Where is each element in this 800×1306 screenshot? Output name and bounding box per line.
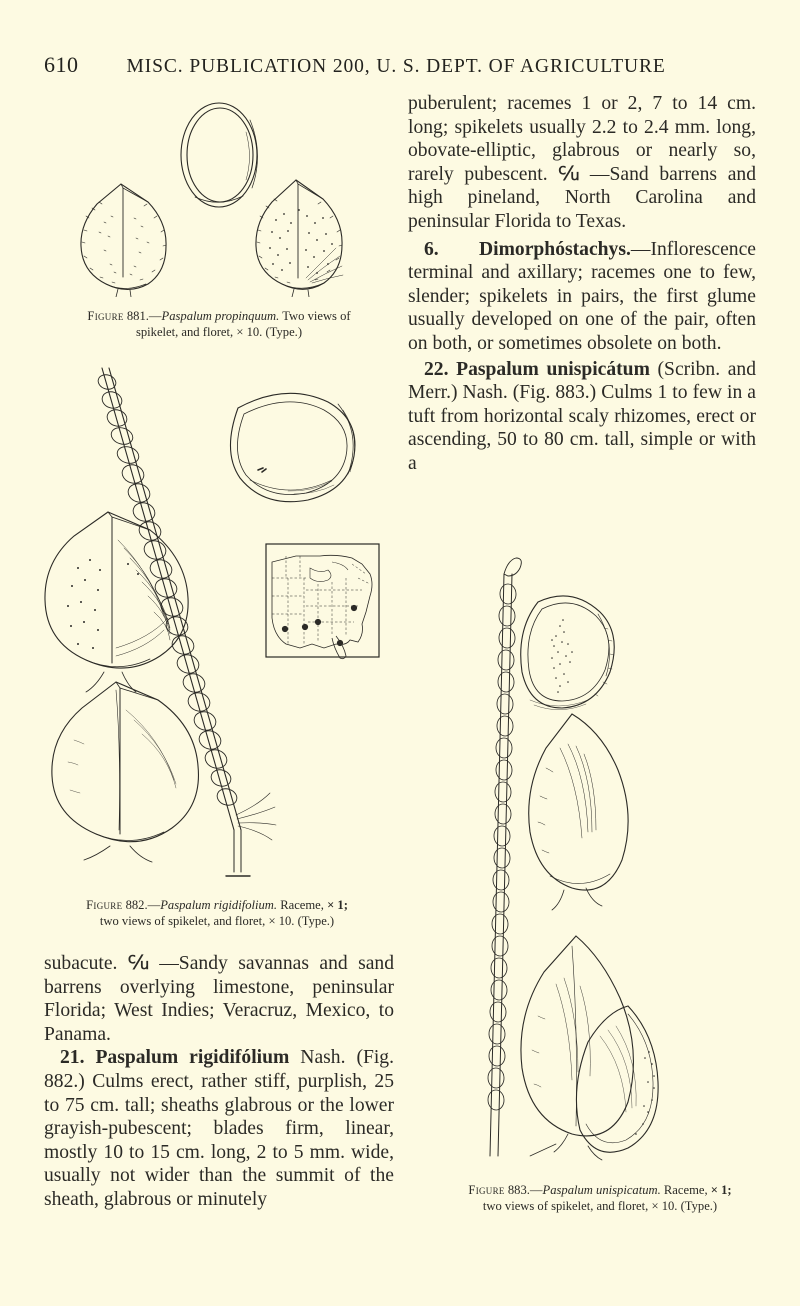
species-21-text: (Fig. 882.) Culms erect, rather stiff, purplish, 25 to 75 cm. tall; sheaths glabrous or the lower grayish-pubescent; blades firm, linear, mostly 10 to 15 cm. long, 2 to 5 mm. wide, usually not wider than the summit of the sheath, glabrous or minutely	[44, 1047, 394, 1210]
spikelet-view-1	[45, 512, 188, 692]
paragraph-subacute: subacute. ℆ —Sandy savannas and sand barrens overlying limestone, peninsular Florida; West Indies; Veracruz, Mexico, to Panama.	[44, 953, 394, 1045]
species-22-name: Paspalum unispicátum	[456, 358, 650, 380]
map-frame	[266, 544, 379, 657]
figure-882-description2: two views of spikelet, and floret,	[99, 913, 269, 928]
figure-881-type-note: (Type.)	[265, 324, 303, 339]
figure-881-dash: —	[148, 309, 162, 323]
right-column-text	[408, 92, 756, 476]
spikelet-view-2	[52, 682, 199, 862]
figure-882-magnification-1: × 1;	[327, 898, 348, 912]
figure-883-magnification-1: × 1;	[710, 1183, 732, 1197]
figure-881	[44, 92, 394, 297]
figure-881-description: Two views of	[282, 309, 351, 323]
figure-883-species: Paspalum unispicatum.	[542, 1183, 661, 1197]
figure-882	[38, 360, 398, 890]
floret-drawing	[181, 103, 258, 207]
figure-881-caption	[44, 309, 394, 340]
figure-881-species: Paspalum propinquum.	[161, 309, 280, 323]
figure-881-svg	[44, 92, 394, 297]
spikelet-view-2	[256, 180, 343, 297]
species-22-authority: (Scribn. and Merr.) Nash.	[408, 358, 756, 404]
map-dot-north-carolina	[351, 605, 357, 611]
figure-881-description2: spikelet, and floret,	[135, 324, 237, 339]
distribution-map	[266, 544, 379, 659]
floret-drawing	[230, 393, 354, 501]
running-head-title: MISC. PUBLICATION 200, U. S. DEPT. OF AGRICULTURE	[126, 56, 666, 77]
species-22-number: 22.	[424, 358, 449, 380]
spikelet-view-1	[529, 714, 628, 910]
spikelet-view-1	[81, 184, 166, 297]
figure-883-label: Figure	[468, 1183, 505, 1197]
floret-drawing	[521, 596, 615, 710]
species-21-number: 21.	[60, 1047, 85, 1069]
figure-881-artwork	[44, 92, 394, 297]
paragraph-species-21	[44, 1046, 394, 1211]
figure-881-label: Figure	[87, 309, 124, 323]
figure-883-description: Raceme,	[663, 1183, 711, 1197]
figure-882-magnification-2: × 10.	[268, 913, 295, 928]
figure-882-species: Paspalum rigidifolium.	[160, 898, 278, 912]
map-dot-louisiana	[302, 624, 308, 630]
figure-883-caption	[404, 1183, 796, 1214]
map-dot-peninsular-florida	[337, 640, 343, 646]
map-dot-east-texas	[282, 626, 288, 632]
figure-882-dash: —	[147, 898, 161, 912]
raceme-drawing	[488, 558, 522, 1156]
species-22-text: (Fig. 883.) Culms 1 to few in a tuft from horizontal scaly rhizomes, erect or ascending, 50 to 80 cm. tall, simple or with a	[408, 382, 756, 474]
genus-6-name: Dimorphóstachys.	[479, 238, 631, 260]
figure-883-dash: —	[529, 1183, 543, 1197]
left-column-text	[44, 952, 394, 1212]
figure-883-description2: two views of spikelet, and floret,	[482, 1198, 652, 1213]
figure-881-number: 881.	[126, 309, 149, 323]
figure-882-label: Figure	[86, 898, 123, 912]
map-dot-alabama	[315, 619, 321, 625]
figure-882-svg	[38, 360, 398, 890]
figure-883	[460, 516, 790, 1176]
genus-6-number: 6.	[424, 238, 439, 260]
figure-883-number: 883.	[507, 1183, 530, 1197]
figure-882-type-note: (Type.)	[297, 913, 335, 928]
species-21-name: Paspalum rigidifólium	[95, 1047, 290, 1069]
running-head	[44, 52, 756, 80]
figure-881-magnification: × 10.	[236, 324, 263, 339]
figure-882-description: Raceme,	[280, 898, 328, 912]
species-21-authority: Nash.	[300, 1047, 346, 1069]
spikelet-view-2	[521, 936, 658, 1160]
figure-883-svg	[460, 516, 790, 1176]
paragraph-genus-6	[408, 238, 756, 356]
paragraph-species-22	[408, 358, 756, 476]
page-number: 610	[44, 52, 79, 77]
genus-6-text: —Inflorescence terminal and axillary; racemes one to few, slender; spikelets in pairs, the first glume usually developed on one of the pair, often on both, or sometimes obsolete on both.	[408, 238, 756, 354]
paragraph-puberulent: puberulent; racemes 1 or 2, 7 to 14 cm. long; spikelets usually 2.2 to 2.4 mm. long, obovate-elliptic, glabrous or nearly so, rarely pubescent. ℆ —Sand barrens and high pineland, North Carolina and peninsular Florida to Texas.	[408, 93, 756, 232]
figure-883-type-note: (Type.)	[680, 1198, 718, 1213]
figure-882-number: 882.	[125, 898, 148, 912]
figure-882-caption	[34, 898, 400, 929]
figure-883-magnification-2: × 10.	[651, 1198, 678, 1213]
